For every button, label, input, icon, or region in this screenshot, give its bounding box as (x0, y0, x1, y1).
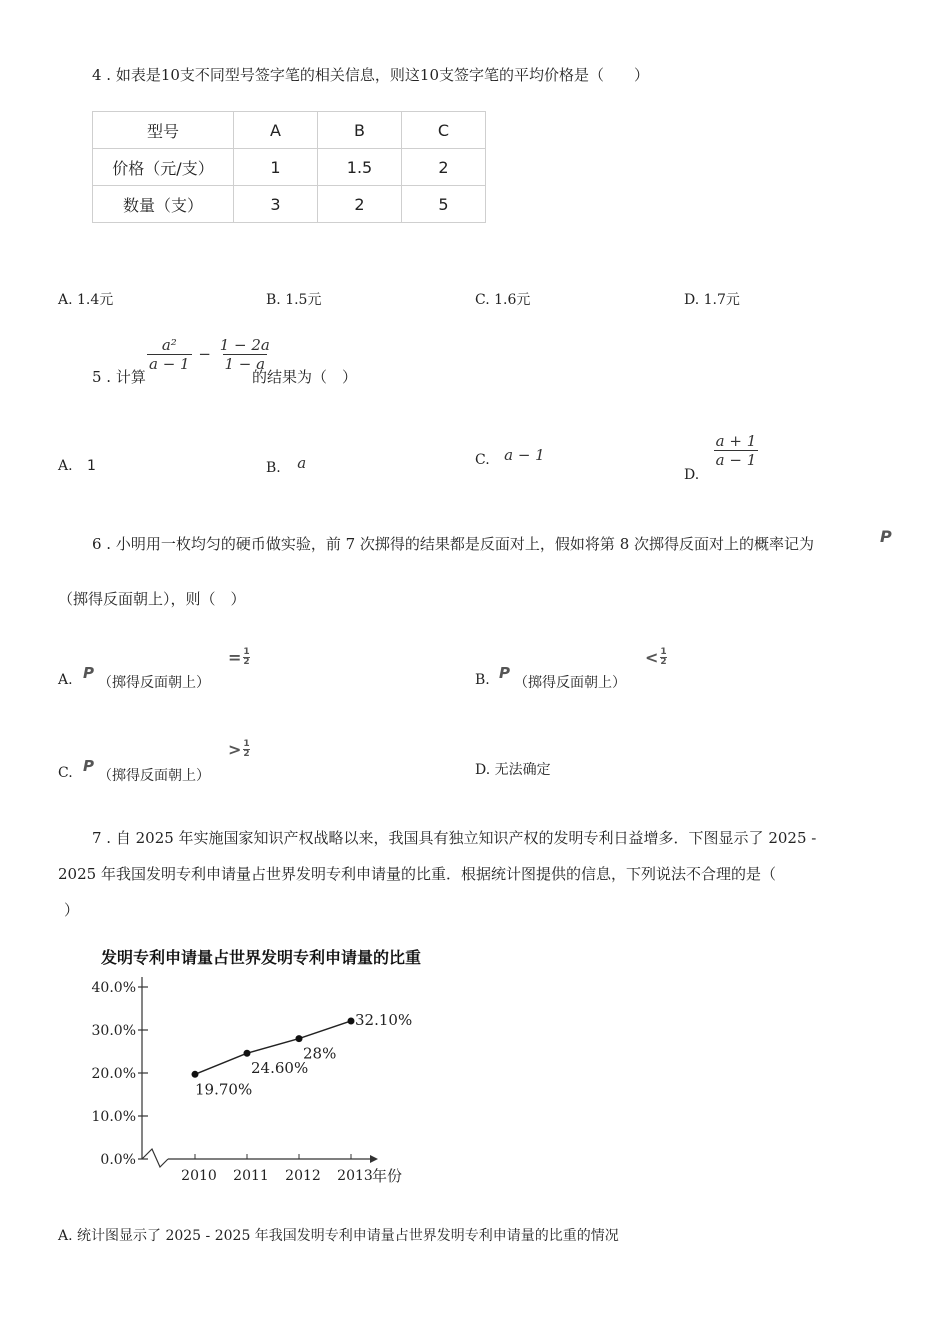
x-axis-label: 年份 (372, 1167, 403, 1185)
x-tick-label: 2013 (337, 1168, 373, 1184)
table-cell: 2 (318, 186, 402, 223)
numerator: 1 − 2a (219, 336, 270, 354)
option-text: （掷得反面朝上） (514, 675, 626, 691)
fraction-half (660, 648, 666, 667)
denominator: 1 − a (224, 355, 266, 373)
table-cell: A (234, 112, 318, 149)
probability-p-symbol: P (499, 664, 510, 682)
q6-option-d[interactable]: D. 无法确定 (475, 762, 551, 778)
option-label: B. (266, 460, 281, 476)
q4-option-c[interactable]: C. 1.6元 (475, 292, 531, 308)
fraction (147, 336, 192, 373)
numerator: a + 1 (715, 432, 757, 450)
relation-sign: > (228, 740, 242, 759)
relation-half (228, 740, 250, 759)
data-label: 24.60% (251, 1059, 309, 1078)
data-point (348, 1017, 355, 1024)
q4-option-a[interactable]: A. 1.4元 (58, 292, 114, 308)
numerator: 1 (660, 647, 667, 657)
numerator: a² (161, 336, 177, 354)
table-cell: 5 (402, 186, 486, 223)
y-tick-label: 20.0% (91, 1066, 136, 1082)
relation-sign: = (228, 648, 242, 667)
option-label: D. (684, 466, 700, 483)
option-value: 1 (87, 458, 96, 474)
chart-series (192, 1011, 413, 1098)
probability-p-symbol: P (83, 664, 94, 682)
probability-p-symbol: P (880, 527, 892, 546)
q5-suffix: 的结果为（ ） (252, 368, 358, 386)
x-tick-label: 2012 (285, 1168, 321, 1184)
option-label: C. (58, 765, 73, 781)
table-header-row (93, 112, 486, 149)
data-point (296, 1035, 303, 1042)
data-point (192, 1071, 199, 1078)
option-text: （掷得反面朝上） (98, 768, 210, 784)
q6-option-a[interactable] (58, 672, 73, 688)
y-tick-label: 30.0% (91, 1023, 136, 1039)
table-row (93, 186, 486, 223)
y-tick-label: 0.0% (100, 1152, 136, 1168)
fraction (714, 432, 759, 469)
line-chart (80, 965, 440, 1195)
q5-option-a[interactable] (58, 458, 96, 474)
relation-sign: < (645, 648, 659, 667)
option-text: （掷得反面朝上） (98, 675, 210, 691)
option-value: a − 1 (504, 446, 545, 464)
x-axis-arrow (370, 1155, 378, 1163)
table-cell: 3 (234, 186, 318, 223)
y-tick-label: 10.0% (91, 1109, 136, 1125)
fraction-half (243, 740, 249, 759)
relation-half (228, 648, 250, 667)
table-cell: 数量（支） (93, 186, 234, 223)
q6-option-c[interactable] (58, 765, 73, 781)
q5-option-b[interactable] (266, 454, 307, 476)
denominator: 2 (243, 749, 250, 759)
chart-title: 发明专利申请量占世界发明专利申请量的比重 (101, 948, 422, 967)
q5-option-d[interactable] (684, 432, 758, 483)
option-label: A. (58, 672, 73, 688)
price-table (92, 111, 486, 223)
denominator: 2 (660, 657, 667, 667)
q7-line2: 2025 年我国发明专利申请量占世界发明专利申请量的比重．根据统计图提供的信息，下列说法不合理的是（ (58, 865, 776, 883)
option-label: A. (58, 458, 73, 474)
table-cell: 1.5 (318, 149, 402, 186)
table-cell: 型号 (93, 112, 234, 149)
y-tick-label: 40.0% (91, 980, 136, 996)
table-cell: 价格（元/支） (93, 149, 234, 186)
option-label: C. (475, 452, 490, 468)
denominator: a − 1 (715, 451, 757, 469)
minus-sign: − (198, 344, 211, 363)
x-tick-label: 2010 (181, 1168, 217, 1184)
table-row (93, 149, 486, 186)
q6-line2: （掷得反面朝上），则（ ） (58, 590, 246, 608)
data-label: 19.70% (195, 1080, 253, 1099)
q6-option-b[interactable] (475, 672, 490, 688)
relation-half (645, 648, 667, 667)
x-tick-label: 2011 (233, 1168, 269, 1184)
table-cell: C (402, 112, 486, 149)
data-label: 28% (303, 1044, 337, 1063)
q5-option-c[interactable] (475, 446, 545, 468)
q7-line1: 7 . 自 2025 年实施国家知识产权战略以来，我国具有独立知识产权的发明专利日益增多．下图显示了 2025 - (92, 829, 817, 847)
q4-stem: 4 . 如表是10支不同型号签字笔的相关信息，则这10支签字笔的平均价格是（ ） (92, 66, 650, 84)
q7-option-a[interactable]: A. 统计图显示了 2025 - 2025 年我国发明专利申请量占世界发明专利申请量的比重的情况 (58, 1228, 619, 1244)
data-point (244, 1050, 251, 1057)
data-label: 32.10% (355, 1010, 413, 1029)
probability-p-symbol: P (83, 757, 94, 775)
q4-option-d[interactable]: D. 1.7元 (684, 292, 740, 308)
numerator: 1 (243, 647, 250, 657)
q6-line1: 6 . 小明用一枚均匀的硬币做实验，前 7 次掷得的结果都是反面对上，假如将第 8 次掷得反面对上的概率记为 (92, 535, 815, 553)
q5-prefix: 5 . 计算 (92, 368, 146, 386)
table-cell: B (318, 112, 402, 149)
table-cell: 1 (234, 149, 318, 186)
y-axis-ticks (92, 980, 148, 1168)
table-cell: 2 (402, 149, 486, 186)
q7-line3: ） (64, 901, 80, 919)
denominator: a − 1 (149, 355, 190, 373)
q4-option-b[interactable]: B. 1.5元 (266, 292, 322, 308)
denominator: 2 (243, 657, 250, 667)
option-value: a (297, 454, 307, 472)
option-label: B. (475, 672, 490, 688)
x-axis-break (142, 1149, 168, 1167)
numerator: 1 (243, 739, 250, 749)
fraction-half (243, 648, 249, 667)
